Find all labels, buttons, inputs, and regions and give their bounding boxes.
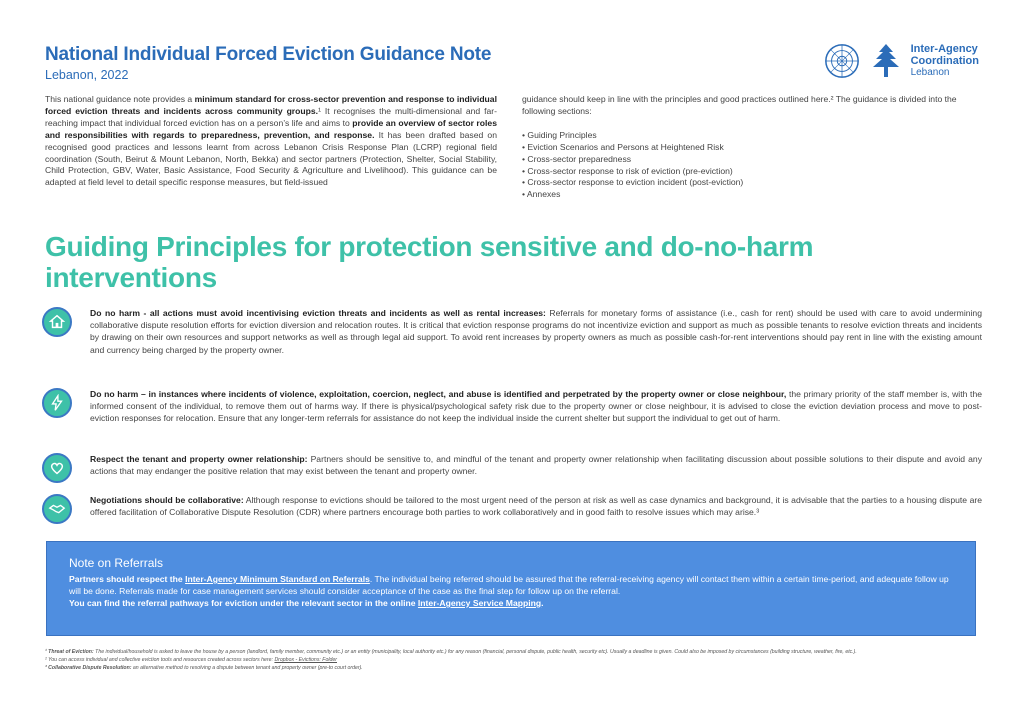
footnote: ³ Collaborative Dispute Resolution: an alternative method to resolving a dispute between tenant and property owner (pre-to court order). bbox=[45, 665, 363, 671]
section-heading: Guiding Principles for protection sensitive and do-no-harm interventions bbox=[45, 231, 814, 293]
list-item: • Cross-sector preparedness bbox=[522, 154, 980, 166]
principle-text: Do no harm – in instances where incidents of violence, exploitation, coercion, neglect, and abuse is identified and perpetrated by the property owner or close neighbour, the primary priority of the staff member is, with the informed consent of the individual, to remove them out of harms way. If there is physical/psychological safety risk due to the property owner or close neighbour, it is advised to close the eviction deviation process and move to post-eviction responses for relocation. Ensure that any longer-term referrals for assistance do not keep the individual inside the current shelter but support the individual to get out of harm. bbox=[90, 389, 982, 424]
principle-respect-relationship bbox=[42, 453, 982, 483]
note-service-mapping: You can find the referral pathways for eviction under the relevant sector in the online Inter-Agency Service Mapping. bbox=[69, 598, 544, 608]
document-header bbox=[45, 44, 491, 82]
note-title: Note on Referrals bbox=[69, 556, 164, 570]
footnote: ¹ Threat of Eviction: The individual/household is asked to leave the house by a person (landlord, family member, community etc.) or an entity (municipality, local authority etc.) for any reason (financial, personal dispute, public health, security etc). Usually a deadline is given. Could also be imposed by circumstances (building structure, weather, fire, etc.). bbox=[45, 649, 857, 655]
house-icon bbox=[42, 307, 72, 337]
list-item: • Cross-sector response to eviction incident (post-eviction) bbox=[522, 177, 980, 189]
principle-do-no-harm-incentives bbox=[42, 307, 982, 356]
referrals-note bbox=[46, 541, 976, 636]
intro-paragraph: This national guidance note provides a minimum standard for cross-sector prevention and response to individual forced eviction threats and incidents across community groups.¹ It recognises the multi-dimensional and far-reaching impact that individual forced eviction has on a person’s life and aims to provide an overview of sector roles and responsibilities with regards to preparedness, prevention, and response. It has been drafted based on recognised good practices and lessons learnt from across Lebanon Crisis Response Plan (LCRP) regional field coordination (South, Beirut & Mount Lebanon, North, Bekka) and sector partners (Protection, Shelter, Social Stability, Child Protection, GBV, Water, Basic Assistance, Food Security & Agriculture and Livelihood). This guidance can be adapted at field level to detail specific response measures, but field-issued bbox=[45, 94, 497, 188]
heart-icon bbox=[42, 453, 72, 483]
list-item: • Eviction Scenarios and Persons at Heightened Risk bbox=[522, 142, 980, 154]
list-item: • Cross-sector response to risk of eviction (pre-eviction) bbox=[522, 166, 980, 178]
principle-text: Do no harm - all actions must avoid incentivising eviction threats and incidents as well as rental increases: Referrals for monetary forms of assistance (i.e., cash for rent) should be used with care to avoid undermining collaborative dispute resolution efforts for eviction diversion and relocation routes. It is critical that eviction response programs do not incentivize eviction and support as much as possible tenants to resolve eviction threats and incidents by drawing on their own resources and support networks as well as through legal aid support. To avoid rent increases by property owners as much as possible cash-for-rent interventions should pay rent in line with the existing amount and currency being charged by the property owner. bbox=[90, 308, 982, 355]
un-emblem-icon bbox=[823, 42, 861, 80]
page-title: National Individual Forced Eviction Guidance Note bbox=[45, 44, 492, 65]
cedar-icon bbox=[869, 42, 903, 80]
sections-list bbox=[522, 130, 980, 201]
page-subtitle: Lebanon, 2022 bbox=[45, 68, 129, 82]
coordination-logo-text: Inter-Agency Coordination Lebanon bbox=[910, 43, 979, 78]
footnotes bbox=[45, 648, 980, 672]
principle-text: Negotiations should be collaborative: Although response to evictions should be tailored to the most urgent need of the person at risk as well as case dynamics and background, it is advisable that the parties to a housing dispute are offered facilitation of Collaborative Dispute Resolution (CDR) where partners encourage both parties to work collaboratively and in good faith to resolve issues which may arise.³ bbox=[90, 495, 982, 518]
logos bbox=[823, 42, 979, 80]
note-body: Partners should respect the Inter-Agency Minimum Standard on Referrals. The individual being referred should be assured that the referral-receiving agency will contact them within a certain time-period, and adequate follow up will be done. Referrals made for case management services should consider acceptance of the case as the final step for follow up on the referral. bbox=[69, 574, 949, 596]
principle-collaborative-negotiations bbox=[42, 494, 982, 524]
dropbox-link[interactable]: Dropbox - Evictions: Folder bbox=[274, 657, 337, 663]
intro-paragraph-2: guidance should keep in line with the principles and good practices outlined here.² The guidance is divided into the following sections: bbox=[522, 94, 957, 116]
intro-continued bbox=[522, 94, 980, 201]
lightning-icon bbox=[42, 388, 72, 418]
principle-do-no-harm-violence bbox=[42, 388, 982, 425]
footnote: ² You can access individual and collective eviction tools and resources created across sectors here: Dropbox - Evictions: Folder bbox=[45, 657, 337, 663]
handshake-icon bbox=[42, 494, 72, 524]
list-item: • Annexes bbox=[522, 189, 980, 201]
principle-text: Respect the tenant and property owner relationship: Partners should be sensitive to, and mindful of the tenant and property owner relationship when facilitating discussion about possible solutions to their dispute and avoid any actions that may endanger the positive relation that may exist between the tenant and property owner. bbox=[90, 454, 982, 477]
minimum-standard-referrals-link[interactable]: Inter-Agency Minimum Standard on Referrals bbox=[185, 574, 370, 584]
list-item: • Guiding Principles bbox=[522, 130, 980, 142]
service-mapping-link[interactable]: Inter-Agency Service Mapping bbox=[417, 598, 542, 608]
